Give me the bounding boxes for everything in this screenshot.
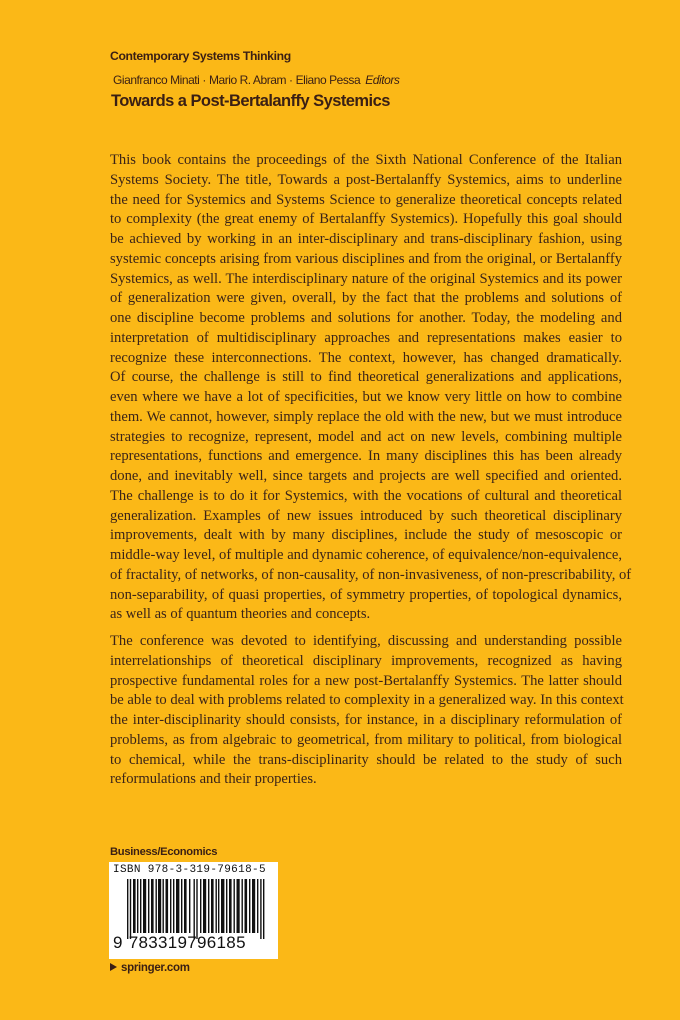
blurb-paragraph-1 — [110, 151, 632, 625]
blurb-line: of fractality, of networks, of non-causality, of non-invasiveness, of non-prescribability, of — [110, 566, 632, 583]
blurb-line: strategies to recognize, represent, model and act on new levels, combining multiple — [110, 428, 622, 445]
blurb-line: Systemics, as well. The interdisciplinary nature of the original Systemics and its power — [110, 270, 622, 287]
series-title: Contemporary Systems Thinking — [110, 49, 291, 63]
editor-name: Gianfranco Minati — [113, 73, 200, 87]
blurb-line: interpretation of multidisciplinary approaches and representations makes easier to — [110, 329, 622, 346]
blurb-line: The conference was devoted to identifying, discussing and understanding possible — [110, 633, 622, 649]
ean-remaining-digits: 783319796185 — [128, 933, 246, 952]
blurb-paragraph-2 — [110, 632, 622, 790]
blurb-line: recognize these interconnections. The context, however, has changed dramatically. — [110, 349, 622, 366]
blurb-line: generalization. Examples of new issues introduced by such theoretical disciplinary — [110, 507, 622, 524]
blurb-line: one discipline become problems and solutions for another. Today, the modeling and — [110, 310, 622, 326]
editor-separator: · — [202, 73, 206, 87]
blurb-line: representations, functions and emergence. In many disciplines this has been already — [110, 448, 622, 465]
editors-role: Editors — [365, 73, 400, 87]
blurb-line: the inter-disciplinarity should consists, for instance, in a disciplinary reformulation of — [110, 712, 622, 728]
isbn-label: ISBN 978-3-319-79618-5 — [113, 864, 266, 876]
blurb-line: to complexity (the great enemy of Bertalanffy Systemics). Hopefully this goal should — [110, 211, 622, 228]
blurb-line: of generalization were given, overall, by the fact that the problems and solutions of — [110, 290, 622, 307]
blurb-line: Of course, the challenge is still to find theoretical generalizations and applications, — [110, 369, 622, 386]
blurb-line: non-separability, of quasi properties, of symmetry properties, of topological dynamics, — [110, 586, 622, 603]
blurb-line: even where we have a lot of specificities, but we know very little on how to combine — [110, 389, 622, 405]
blurb-line: the need for Systemics and Systems Science to generalize theoretical concepts related — [110, 191, 622, 208]
book-title: Towards a Post-Bertalanffy Systemics — [111, 92, 390, 110]
editor-name: Mario R. Abram — [208, 73, 287, 87]
blurb-line: them. We cannot, however, simply replace the old with the new, but we must introduce — [110, 408, 622, 425]
blurb-line: prospective fundamental roles for a new post-Bertalanffy Systemics. The latter should — [110, 672, 622, 689]
blurb-line: middle-way level, of multiple and dynamic coherence, of equivalence/non-equivalence, — [110, 547, 622, 563]
editor-separator: · — [289, 73, 293, 87]
blurb-line: as well as of quantum theories and concepts. — [110, 606, 371, 623]
ean-number — [113, 933, 246, 953]
blurb-line: be able to deal with problems related to complexity in a generalized way. In this context — [110, 692, 624, 709]
blurb-line: improvements, dealt with by many disciplines, include the study of mesoscopic or — [110, 527, 622, 544]
blurb-line: to chemical, while the trans-disciplinarity should be related to the study of such — [110, 751, 622, 768]
isbn-barcode — [109, 862, 278, 959]
blurb-line: The challenge is to do it for Systemics, with the vocations of cultural and theoretical — [110, 487, 622, 504]
publisher-link[interactable] — [110, 962, 190, 974]
blurb-line: reformulations and their properties. — [110, 771, 317, 788]
ean-first-digit: 9 — [113, 933, 123, 952]
editors-line — [113, 73, 399, 87]
triangle-right-icon — [110, 963, 117, 971]
blurb-line: Systems Society. The title, Towards a post-Bertalanffy Systemics, aims to underline — [110, 171, 622, 188]
blurb — [110, 151, 632, 790]
blurb-line: interrelationships of theoretical disciplinary improvements, recognized as having — [110, 652, 622, 669]
blurb-line: done, and inevitably well, since targets and projects are well specified and oriented. — [110, 468, 622, 484]
blurb-line: This book contains the proceedings of the Sixth National Conference of the Italian — [110, 152, 622, 168]
blurb-line: be achieved by working in an inter-disciplinary and trans-disciplinary fashion, using — [110, 231, 622, 247]
blurb-line: problems, as from algebraic to geometrical, from military to political, from biological — [110, 731, 622, 748]
blurb-line: systemic concepts arising from various disciplines and from the original, or Bertalanffy — [110, 250, 622, 267]
publisher-link-label: springer.com — [121, 962, 190, 974]
barcode-icon — [127, 879, 265, 939]
editor-name: Eliano Pessa — [295, 73, 361, 87]
subject-category: Business/Economics — [110, 846, 218, 858]
